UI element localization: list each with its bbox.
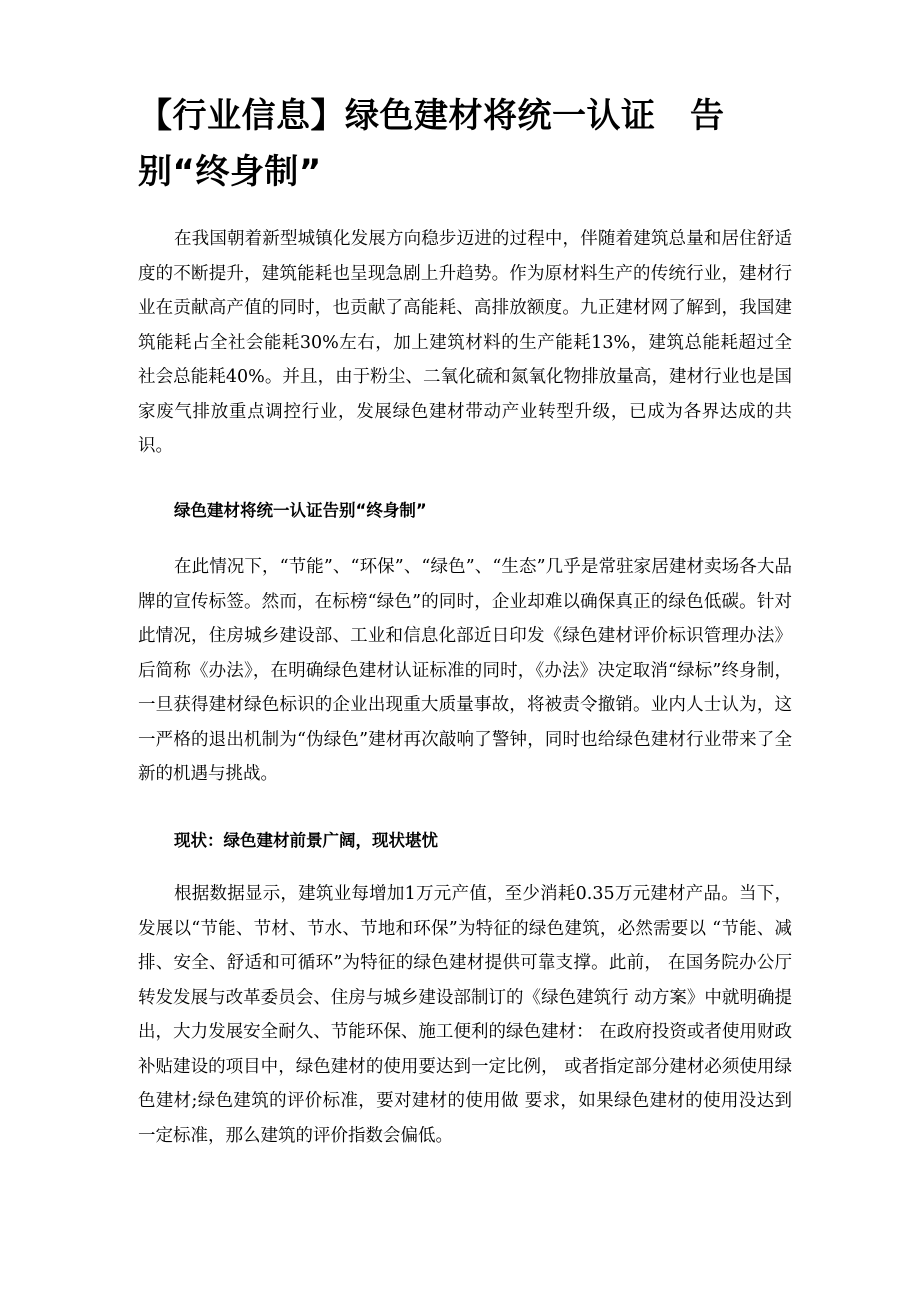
paragraph-certification: 在此情况下，“节能”、“环保”、“绿色”、“生态”几乎是常驻家居建材卖场各大品牌的宣传标签。然而，在标榜“绿色”的同时，企业却难以确保真正的绿色低碳。针对此情况，住房城乡建设部、工业和信息化部近日印发《绿色建材评价标识管理办法》后简称《办法》，在明确绿色建材认证标准的同时，《办法》决定取消“绿标”终身制，一旦获得建材绿色标识的企业出现重大质量事故，将被责令撤销。业内人士认为，这一严格的退出机制为“伪绿色”建材再次敲响了警钟，同时也给绿色建材行业带来了全新的机遇与挑战。 bbox=[138, 557, 792, 784]
page-title: 【行业信息】绿色建材将统一认证 告别“终身制” bbox=[138, 96, 725, 192]
section-heading-status: 现状：绿色建材前景广阔，现状堪忧 bbox=[174, 831, 438, 850]
paragraph-status: 根据数据显示，建筑业每增加1万元产值，至少消耗0.35万元建材产品。当下，发展以“节能、节材、节水、节地和环保”为特征的绿色建筑，必然需要以 “节能、减排、安全、舒适和可循环”为特征的绿色建材提供可靠支撑。此前， 在国务院办公厅转发发展与改革委员会、住房与城乡建设部制订的《绿色建筑行 动方案》中就明确提出，大力发展安全耐久、节能环保、施工便利的绿色建材： 在政府投资或者使用财政补贴建设的项目中，绿色建材的使用要达到一定比例， 或者指定部分建材必须使用绿色建材;绿色建筑的评价标准，要对建材的使用做 要求，如果绿色建材的使用没达到一定标准，那么建筑的评价指数会偏低。 bbox=[138, 884, 792, 1146]
paragraph-intro: 在我国朝着新型城镇化发展方向稳步迈进的过程中，伴随着建筑总量和居住舒适度的不断提升，建筑能耗也呈现急剧上升趋势。作为原材料生产的传统行业，建材行业在贡献高产值的同时，也贡献了高能耗、高排放额度。九正建材网了解到，我国建筑能耗占全社会能耗30%左右，加上建筑材料的生产能耗13%，建筑总能耗超过全社会总能耗40%。并且，由于粉尘、二氧化硫和氮氧化物排放量高，建材行业也是国家废气排放重点调控行业，发展绿色建材带动产业转型升级，已成为各界达成的共识。 bbox=[138, 229, 792, 456]
section-heading-certification: 绿色建材将统一认证告别“终身制” bbox=[174, 501, 427, 520]
